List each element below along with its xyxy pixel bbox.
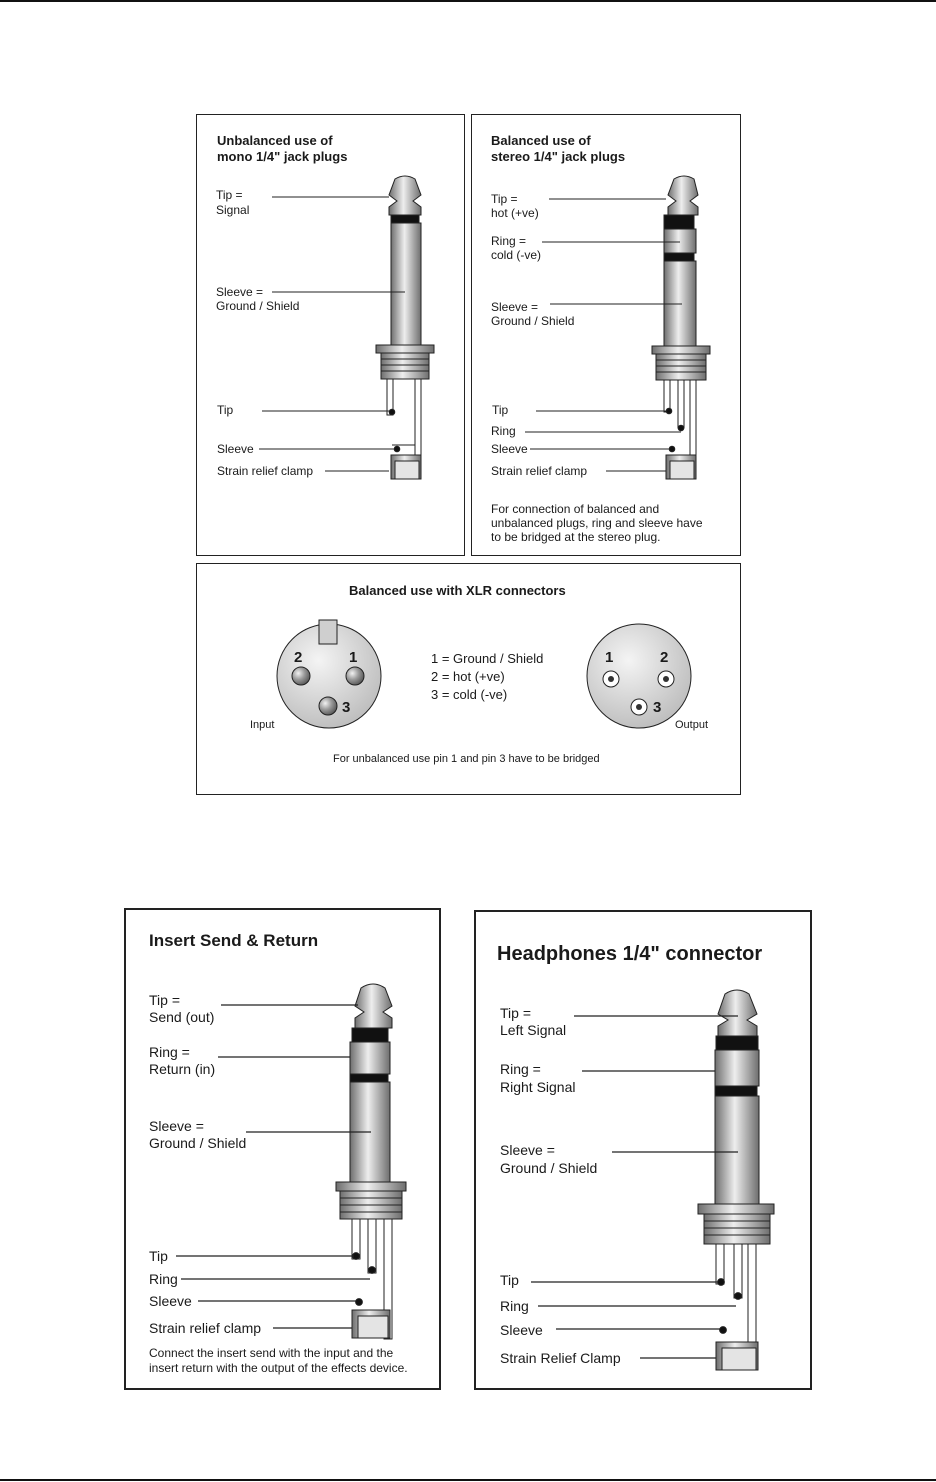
panel-insert bbox=[124, 908, 441, 1390]
stereo-title-line1: Balanced use of bbox=[491, 133, 591, 148]
insert-note-line1: Connect the insert send with the input and the bbox=[149, 1346, 394, 1360]
xlr-output-pin-label-1: 1 bbox=[605, 649, 614, 666]
headphones-wire-sleeve-label: Sleeve bbox=[500, 1322, 543, 1338]
xlr-input-pin-label-3: 3 bbox=[342, 699, 351, 716]
insert-ring-label1: Ring = bbox=[149, 1044, 190, 1060]
stereo-wire-ring-label: Ring bbox=[491, 424, 516, 438]
stereo-title-line2: stereo 1/4" jack plugs bbox=[491, 149, 626, 164]
xlr-input-pin-1 bbox=[346, 667, 364, 685]
xlr-output-label: Output bbox=[675, 719, 709, 731]
insert-title: Insert Send & Return bbox=[149, 931, 319, 950]
mono-title-line2: mono 1/4" jack plugs bbox=[217, 149, 348, 164]
insert-ring-label2: Return (in) bbox=[149, 1061, 216, 1077]
stereo-note-line1: For connection of balanced and bbox=[491, 502, 660, 516]
xlr-output-pin-label-2: 2 bbox=[660, 649, 669, 666]
insert-wire-clamp-label: Strain relief clamp bbox=[149, 1320, 262, 1336]
stereo-jack-plug bbox=[652, 176, 710, 479]
insert-note-line2: insert return with the output of the effects device. bbox=[149, 1361, 408, 1375]
xlr-output-pin-label-3: 3 bbox=[653, 699, 662, 716]
stereo-tip-label1: Tip = bbox=[491, 192, 518, 206]
bottom-rule bbox=[0, 1479, 936, 1481]
panel-mono bbox=[196, 114, 465, 556]
stereo-note-line2: unbalanced plugs, ring and sleeve have bbox=[491, 516, 703, 530]
xlr-legend-3: 3 = cold (-ve) bbox=[431, 687, 508, 702]
mono-wire-tip-label: Tip bbox=[217, 403, 234, 417]
xlr-legend-1: 1 = Ground / Shield bbox=[431, 651, 544, 666]
stereo-ring-label1: Ring = bbox=[491, 234, 527, 248]
mono-plug-drawing bbox=[197, 115, 466, 557]
mono-title-line1: Unbalanced use of bbox=[217, 133, 333, 148]
headphones-ring-label1: Ring = bbox=[500, 1061, 541, 1077]
stereo-ring-label2: cold (-ve) bbox=[491, 248, 542, 262]
xlr-output-connector bbox=[587, 624, 691, 728]
xlr-input-label: Input bbox=[250, 719, 275, 731]
top-rule bbox=[0, 0, 936, 2]
xlr-drawing bbox=[197, 564, 742, 796]
headphones-sleeve-label2: Ground / Shield bbox=[500, 1160, 598, 1176]
headphones-wire-ring-label: Ring bbox=[500, 1298, 529, 1314]
xlr-input-pin-label-2: 2 bbox=[294, 649, 303, 666]
stereo-wire-clamp-label: Strain relief clamp bbox=[491, 464, 588, 478]
mono-sleeve-label1: Sleeve = bbox=[216, 285, 264, 299]
stereo-sleeve-label2: Ground / Shield bbox=[491, 314, 575, 328]
panel-stereo bbox=[471, 114, 741, 556]
stereo-plug-drawing bbox=[472, 115, 742, 557]
mono-jack-plug bbox=[376, 176, 434, 479]
stereo-wire-tip-label: Tip bbox=[492, 403, 509, 417]
mono-leader-lines bbox=[259, 197, 405, 471]
insert-wire-sleeve-label: Sleeve bbox=[149, 1293, 192, 1309]
headphones-plug-drawing bbox=[476, 912, 814, 1392]
xlr-input-pin-label-1: 1 bbox=[349, 649, 358, 666]
insert-tip-label1: Tip = bbox=[149, 992, 180, 1008]
xlr-title: Balanced use with XLR connectors bbox=[349, 583, 566, 598]
headphones-leader-lines bbox=[531, 1016, 738, 1358]
insert-leader-lines bbox=[176, 1005, 371, 1328]
insert-sleeve-label2: Ground / Shield bbox=[149, 1135, 247, 1151]
xlr-input-pin-2 bbox=[292, 667, 310, 685]
mono-tip-label2: Signal bbox=[216, 203, 250, 217]
stereo-tip-label2: hot (+ve) bbox=[491, 206, 539, 220]
mono-wire-sleeve-label: Sleeve bbox=[217, 442, 254, 456]
insert-tip-label2: Send (out) bbox=[149, 1009, 215, 1025]
stereo-wire-sleeve-label: Sleeve bbox=[491, 442, 528, 456]
xlr-legend-2: 2 = hot (+ve) bbox=[431, 669, 505, 684]
headphones-title: Headphones 1/4" connector bbox=[497, 943, 763, 965]
headphones-wire-clamp-label: Strain Relief Clamp bbox=[500, 1350, 621, 1366]
panel-xlr bbox=[196, 563, 741, 795]
xlr-input-pin-3 bbox=[319, 697, 337, 715]
stereo-note-line3: to be bridged at the stereo plug. bbox=[491, 530, 661, 544]
headphones-tip-label2: Left Signal bbox=[500, 1022, 567, 1038]
insert-jack-plug bbox=[336, 984, 406, 1339]
xlr-input-connector bbox=[277, 620, 381, 728]
insert-wire-tip-label: Tip bbox=[149, 1248, 168, 1264]
headphones-wire-tip-label: Tip bbox=[500, 1272, 519, 1288]
headphones-ring-label2: Right Signal bbox=[500, 1079, 576, 1095]
headphones-tip-label1: Tip = bbox=[500, 1005, 531, 1021]
headphones-sleeve-label1: Sleeve = bbox=[500, 1142, 555, 1158]
headphones-jack-plug bbox=[698, 990, 774, 1370]
stereo-leader-lines bbox=[525, 199, 682, 471]
panel-headphones bbox=[474, 910, 812, 1390]
xlr-note: For unbalanced use pin 1 and pin 3 have to be bridged bbox=[333, 753, 600, 765]
mono-sleeve-label2: Ground / Shield bbox=[216, 299, 300, 313]
insert-wire-ring-label: Ring bbox=[149, 1271, 178, 1287]
insert-sleeve-label1: Sleeve = bbox=[149, 1118, 204, 1134]
insert-plug-drawing bbox=[126, 910, 443, 1392]
mono-tip-label1: Tip = bbox=[216, 188, 243, 202]
mono-wire-clamp-label: Strain relief clamp bbox=[217, 464, 314, 478]
stereo-sleeve-label1: Sleeve = bbox=[491, 300, 539, 314]
